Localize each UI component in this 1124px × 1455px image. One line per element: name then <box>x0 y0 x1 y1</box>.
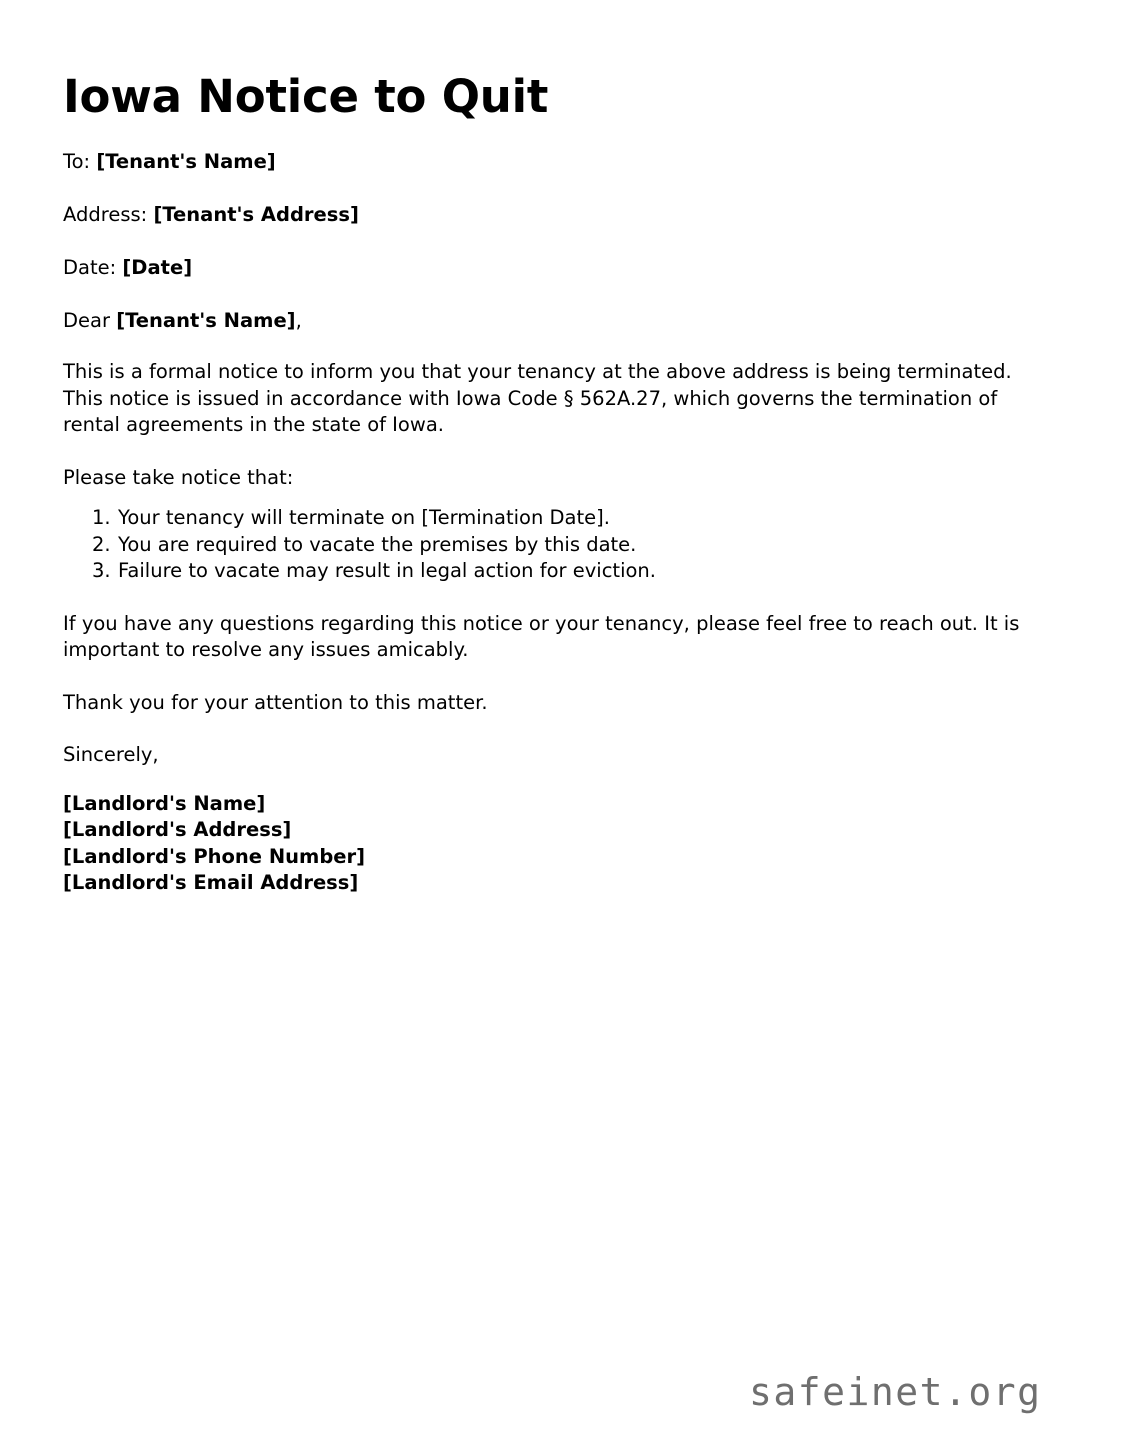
thanks-paragraph: Thank you for your attention to this matter. <box>63 690 488 714</box>
field-address-label: Address: <box>63 203 148 227</box>
list-item-text: You are required to vacate the premises by this date. <box>118 532 637 556</box>
signature-line-name: [Landlord's Name] <box>63 791 266 815</box>
list-item <box>63 505 1045 532</box>
field-date-label: Date: <box>63 256 117 280</box>
field-to <box>63 122 1045 175</box>
field-address-value: [Tenant's Address] <box>153 203 359 227</box>
signature-line-email: [Landlord's Email Address] <box>63 871 359 895</box>
field-to-label: To: <box>63 150 91 174</box>
document-content <box>63 0 1045 897</box>
field-to-value: [Tenant's Name] <box>96 150 276 174</box>
field-address <box>63 175 1045 228</box>
body-paragraph: This is a formal notice to inform you that your tenancy at the above address is being terminated. This notice is issued in accordance with Iowa Code § 562A.27, which governs the termination of rental agreements in the state of Iowa. <box>63 360 1012 437</box>
list-item-text: Failure to vacate may result in legal action for eviction. <box>118 559 656 583</box>
salutation-punctuation: , <box>295 309 302 333</box>
signature-line-phone: [Landlord's Phone Number] <box>63 844 366 868</box>
salutation-greeting: Dear <box>63 309 110 333</box>
salutation <box>63 281 1045 334</box>
signature-line-address: [Landlord's Address] <box>63 818 292 842</box>
field-date <box>63 228 1045 281</box>
list-intro: Please take notice that: <box>63 465 294 489</box>
list-item-text-after: . <box>603 506 610 530</box>
page-title: Iowa Notice to Quit <box>63 70 549 123</box>
closing-paragraph: If you have any questions regarding this notice or your tenancy, please feel free to reach out. It is important to resolve any issues amicably. <box>63 611 1020 662</box>
watermark: safeinet.org <box>749 1370 1042 1414</box>
signature-block <box>63 769 1045 897</box>
list-item-placeholder: [Termination Date] <box>421 506 604 530</box>
field-date-value: [Date] <box>122 256 193 280</box>
list-item <box>63 558 1045 585</box>
notice-list <box>63 491 1045 585</box>
salutation-name: [Tenant's Name] <box>116 309 296 333</box>
list-item-text: Your tenancy will terminate on <box>118 506 422 530</box>
sign-off: Sincerely, <box>63 743 159 767</box>
list-item <box>63 532 1045 559</box>
